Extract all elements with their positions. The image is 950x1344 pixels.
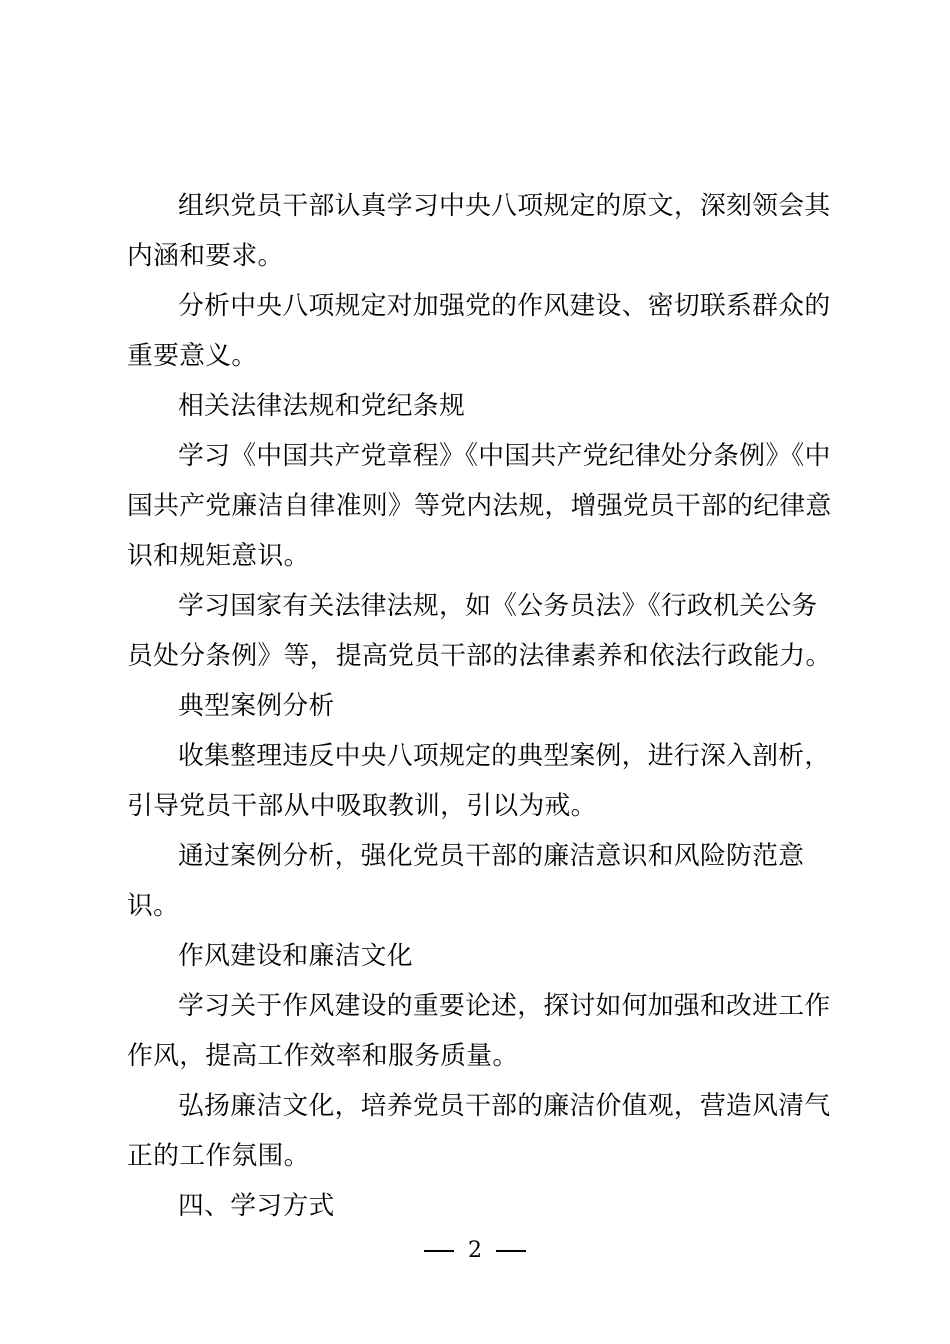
paragraph: 组织党员干部认真学习中央八项规定的原文，深刻领会其内涵和要求。 — [127, 191, 831, 271]
paragraph: 分析中央八项规定对加强党的作风建设、密切联系群众的重要意义。 — [127, 291, 831, 371]
page-footer — [0, 1236, 950, 1266]
page-number: 2 — [468, 1238, 482, 1263]
paragraph: 收集整理违反中央八项规定的典型案例，进行深入剖析，引导党员干部从中吸取教训，引以为戒。 — [127, 741, 831, 821]
section-heading: 四、学习方式 — [178, 1191, 335, 1221]
section-heading: 典型案例分析 — [178, 691, 335, 721]
document-body — [127, 181, 833, 1231]
paragraph: 弘扬廉洁文化，培养党员干部的廉洁价值观，营造风清气正的工作氛围。 — [127, 1091, 831, 1171]
footer-dash-right — [496, 1250, 526, 1252]
section-heading: 作风建设和廉洁文化 — [178, 941, 413, 971]
paragraph: 通过案例分析，强化党员干部的廉洁意识和风险防范意识。 — [127, 841, 805, 921]
paragraph: 学习《中国共产党章程》《中国共产党纪律处分条例》《中国共产党廉洁自律准则》等党内法规，增强党员干部的纪律意识和规矩意识。 — [127, 441, 832, 571]
paragraph: 学习关于作风建设的重要论述，探讨如何加强和改进工作作风，提高工作效率和服务质量。 — [127, 991, 831, 1071]
section-heading: 相关法律法规和党纪条规 — [178, 391, 466, 421]
paragraph: 学习国家有关法律法规，如《公务员法》《行政机关公务员处分条例》等，提高党员干部的法律素养和依法行政能力。 — [127, 591, 832, 671]
footer-dash-left — [424, 1250, 454, 1252]
